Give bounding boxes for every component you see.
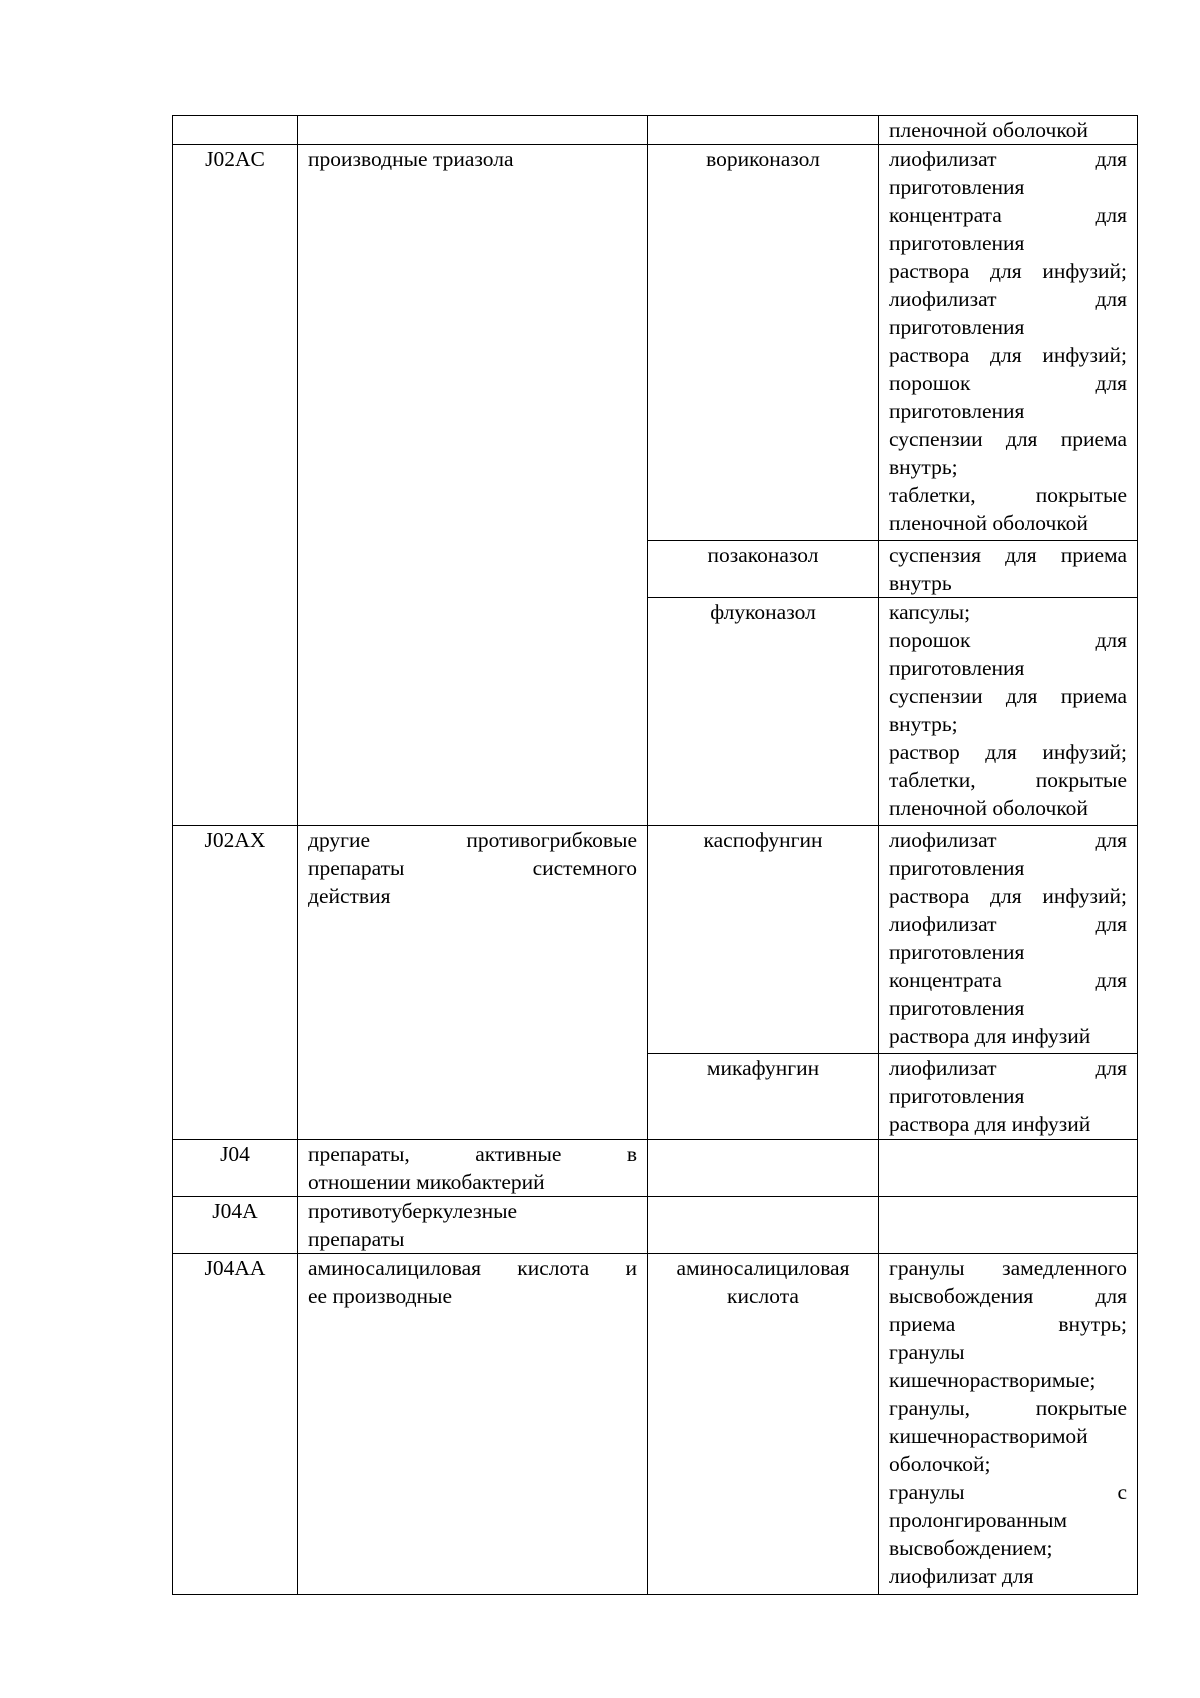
- cell-line: приготовления: [889, 231, 1025, 255]
- group-name-cell: [298, 826, 648, 1140]
- cell-line: капсулы;: [889, 600, 971, 624]
- cell-line: таблетки, покрытые: [889, 483, 1127, 507]
- dosage-form-cell: [879, 541, 1138, 598]
- inn-cell: позаконазол: [648, 541, 879, 598]
- cell-line: кишечнорастворимые;: [889, 1368, 1096, 1392]
- dosage-form-cell: [879, 145, 1138, 541]
- inn-cell: флуконазол: [648, 598, 879, 826]
- cell-line: гранулы, покрытые: [889, 1396, 1127, 1420]
- atc-code-cell: J04AA: [173, 1254, 298, 1595]
- cell-line: ее производные: [308, 1284, 453, 1308]
- cell-line: раствор для инфузий;: [889, 740, 1127, 764]
- cell-line: противотуберкулезные: [308, 1199, 518, 1223]
- table-row: [173, 1254, 1138, 1595]
- group-name-cell: [298, 1197, 648, 1254]
- inn-cell: [648, 1254, 879, 1595]
- cell-line: таблетки, покрытые: [889, 768, 1127, 792]
- cell-line: оболочкой;: [889, 1452, 991, 1476]
- cell-line: суспензия для приема: [889, 543, 1127, 567]
- dosage-form-cell: [879, 116, 1138, 145]
- cell-line: действия: [308, 884, 391, 908]
- cell-line: внутрь;: [889, 712, 958, 736]
- cell-line: суспензии для приема: [889, 427, 1127, 451]
- cell-line: препараты системного: [308, 856, 637, 880]
- atc-code-cell: J02AX: [173, 826, 298, 1140]
- cell-line: приготовления: [889, 399, 1025, 423]
- cell-line: приготовления: [889, 656, 1025, 680]
- inn-cell: [648, 1197, 879, 1254]
- cell-line: высвобождением;: [889, 1536, 1053, 1560]
- inn-cell: вориконазол: [648, 145, 879, 541]
- group-name-cell: [298, 116, 648, 145]
- cell-line: препараты: [308, 1227, 405, 1251]
- dosage-form-cell: [879, 826, 1138, 1054]
- cell-line: лиофилизат для: [889, 912, 1127, 936]
- cell-line: отношении микобактерий: [308, 1170, 545, 1194]
- cell-line: раствора для инфузий;: [889, 884, 1127, 908]
- cell-line: гранулы с: [889, 1480, 1127, 1504]
- table-row: [173, 826, 1138, 1054]
- atc-code-cell: [173, 116, 298, 145]
- cell-line: производные триазола: [308, 147, 514, 171]
- cell-line: пленочной оболочкой: [889, 796, 1088, 820]
- table-row: [173, 1140, 1138, 1197]
- cell-line: высвобождения для: [889, 1284, 1127, 1308]
- cell-line: лиофилизат для: [889, 1564, 1034, 1588]
- cell-line: кишечнорастворимой: [889, 1424, 1088, 1448]
- cell-line: раствора для инфузий;: [889, 259, 1127, 283]
- atc-code-cell: J04: [173, 1140, 298, 1197]
- cell-line: раствора для инфузий;: [889, 343, 1127, 367]
- inn-cell: микафунгин: [648, 1054, 879, 1140]
- inn-cell: [648, 1140, 879, 1197]
- atc-code-cell: J02AC: [173, 145, 298, 826]
- inn-cell: каспофунгин: [648, 826, 879, 1054]
- cell-line: гранулы замедленного: [889, 1256, 1127, 1280]
- cell-line: порошок для: [889, 628, 1127, 652]
- cell-line: приготовления: [889, 856, 1025, 880]
- cell-line: гранулы: [889, 1340, 965, 1364]
- cell-line: лиофилизат для: [889, 828, 1127, 852]
- cell-line: пролонгированным: [889, 1508, 1068, 1532]
- table-row: [173, 1197, 1138, 1254]
- table-row: [173, 145, 1138, 541]
- cell-line: приготовления: [889, 940, 1025, 964]
- cell-line: пленочной оболочкой: [889, 511, 1088, 535]
- cell-line: приготовления: [889, 315, 1025, 339]
- table-row: [173, 116, 1138, 145]
- cell-line: приема внутрь;: [889, 1312, 1127, 1336]
- cell-line: другие противогрибковые: [308, 828, 637, 852]
- cell-line: препараты, активные в: [308, 1142, 637, 1166]
- cell-line: кислота: [727, 1284, 799, 1308]
- cell-line: суспензии для приема: [889, 684, 1127, 708]
- group-name-cell: [298, 1140, 648, 1197]
- cell-line: аминосалициловая кислота и: [308, 1256, 637, 1280]
- group-name-cell: [298, 1254, 648, 1595]
- cell-line: внутрь;: [889, 455, 958, 479]
- cell-line: приготовления: [889, 1084, 1025, 1108]
- group-name-cell: [298, 145, 648, 826]
- dosage-form-cell: [879, 1054, 1138, 1140]
- drug-list-table: [172, 115, 1138, 1595]
- cell-line: порошок для: [889, 371, 1127, 395]
- cell-line: приготовления: [889, 996, 1025, 1020]
- cell-line: внутрь: [889, 571, 952, 595]
- inn-cell: [648, 116, 879, 145]
- dosage-form-cell: [879, 1197, 1138, 1254]
- cell-line: аминосалициловая: [676, 1256, 850, 1280]
- cell-line: приготовления: [889, 175, 1025, 199]
- cell-line: лиофилизат для: [889, 1056, 1127, 1080]
- cell-line: концентрата для: [889, 968, 1127, 992]
- atc-code-cell: J04A: [173, 1197, 298, 1254]
- cell-line: раствора для инфузий: [889, 1024, 1091, 1048]
- cell-line: концентрата для: [889, 203, 1127, 227]
- cell-line: лиофилизат для: [889, 147, 1127, 171]
- dosage-form-cell: [879, 1254, 1138, 1595]
- cell-line: лиофилизат для: [889, 287, 1127, 311]
- cell-line: пленочной оболочкой: [889, 118, 1088, 142]
- dosage-form-cell: [879, 598, 1138, 826]
- cell-line: раствора для инфузий: [889, 1112, 1091, 1136]
- dosage-form-cell: [879, 1140, 1138, 1197]
